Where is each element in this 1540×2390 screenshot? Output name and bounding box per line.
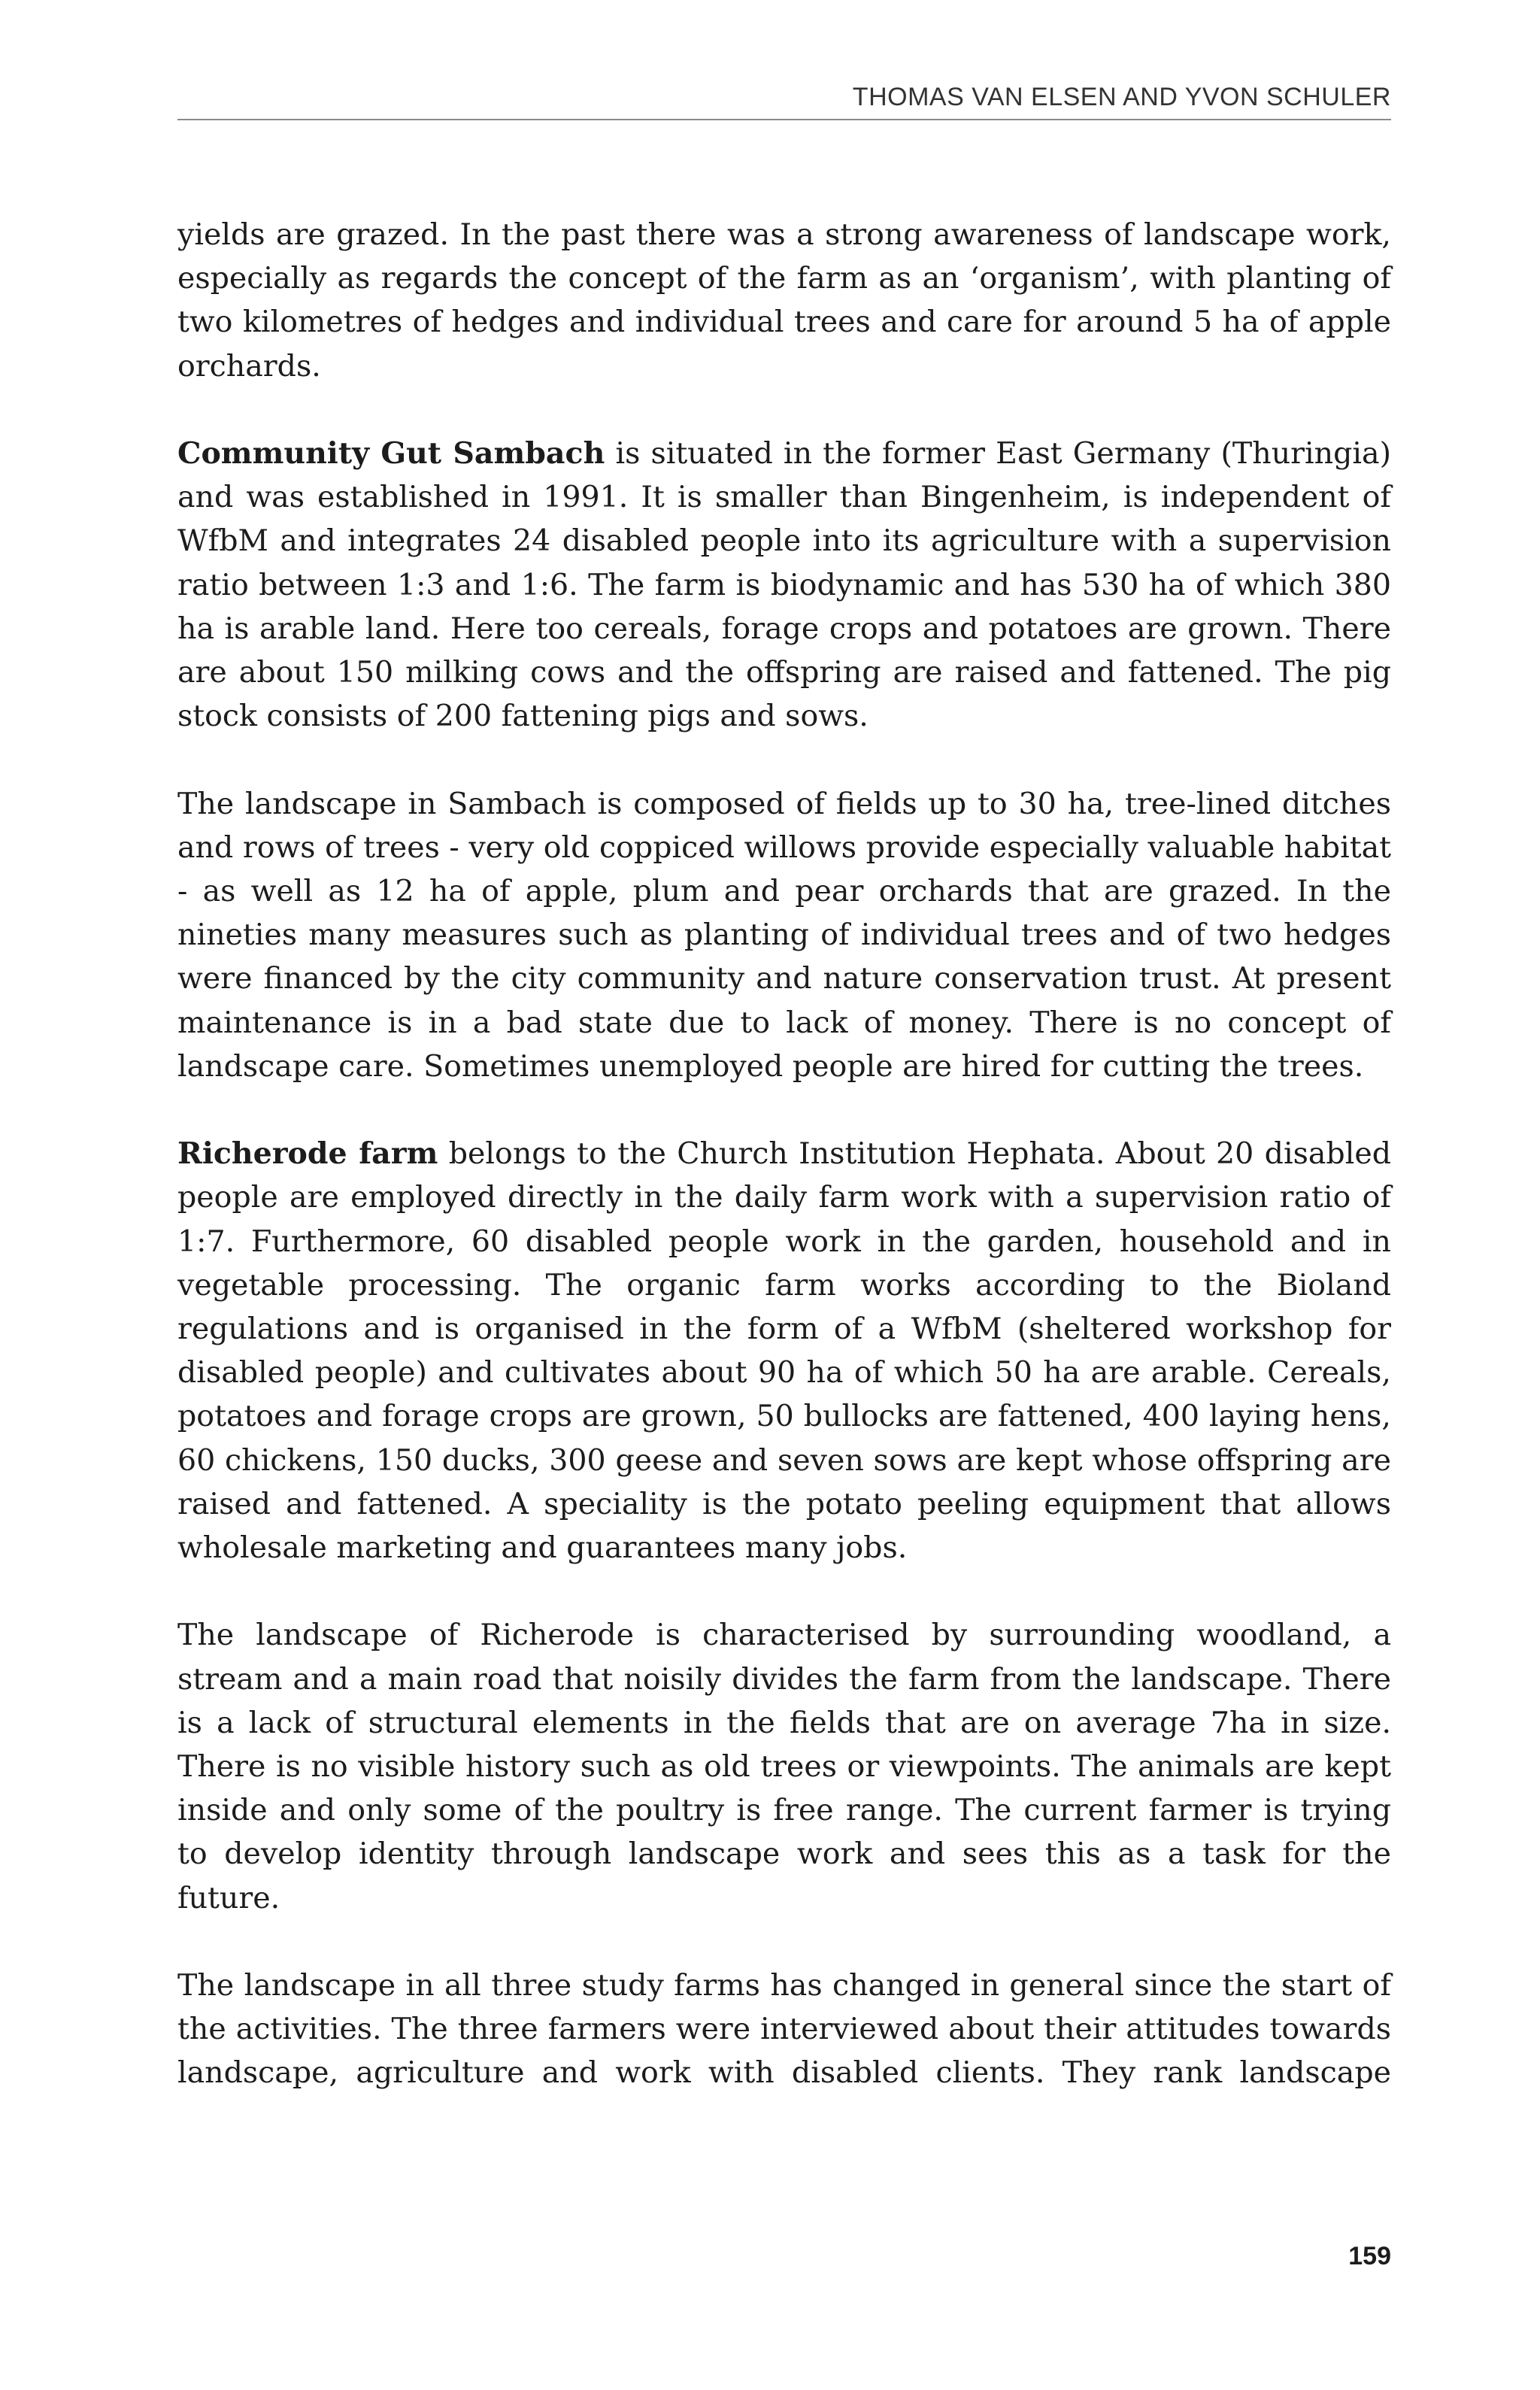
paragraph [177, 1964, 1391, 2095]
paragraph-lead: Richerode farm [177, 1136, 438, 1172]
paragraph [177, 213, 1391, 388]
running-head: THOMAS VAN ELSEN AND YVON SCHULER [852, 83, 1391, 111]
paragraph [177, 432, 1391, 738]
header-rule [177, 119, 1391, 120]
body-text [177, 213, 1391, 2095]
paragraph-text: The landscape in Sambach is composed of fields up to 30 ha, tree-lined ditches and rows of trees - very old coppiced willows provide especially valuable habitat - as well as 12 ha of apple, plum and pear orchards that are grazed. In the nineties many measures such as planting of individual trees and of two hedges were financed by the city community and nature conservation trust. At present maintenance is in a bad state due to lack of money. There is no concept of landscape care. Sometimes unemployed people are hired for cutting the trees. [177, 786, 1392, 1084]
paragraph-lead: Community Gut Sambach [177, 436, 605, 471]
paragraph [177, 782, 1391, 1088]
paragraph-text: The landscape in all three study farms has changed in general since the start of the activities. The three farmers were interviewed about their attitudes towards landscape, agriculture and work with disabled clients. They rank landscape [177, 1968, 1391, 2091]
paragraph-text: The landscape of Richerode is characterised by surrounding woodland, a stream and a main road that noisily divides the farm from the landscape. There is a lack of structural elements in the fields that are on average 7ha in size. There is no visible history such as old trees or viewpoints. The animals are kept inside and only some of the poultry is free range. The current farmer is trying to develop identity through landscape work and sees this as a task for the future. [177, 1618, 1391, 1915]
paragraph-text: is situated in the former East Germany (Thuringia) and was established in 1991. It is smaller than Bingenheim, is independent of WfbM and integrates 24 disabled people into its agriculture with a supervision ratio between 1:3 and 1:6. The farm is biodynamic and has 530 ha of which 380 ha is arable land. Here too cereals, forage crops and potatoes are grown. There are about 150 milking cows and the offspring are raised and fattened. The pig stock consists of 200 fattening pigs and sows. [177, 436, 1391, 734]
paragraph-text: yields are grazed. In the past there was a strong awareness of landscape work, especially as regards the concept of the farm as an ‘organism’, with planting of two kilometres of hedges and individual trees and care for around 5 ha of apple orchards. [177, 217, 1391, 384]
paragraph [177, 1613, 1391, 1919]
paragraph [177, 1132, 1391, 1570]
paragraph-text: belongs to the Church Institution Hephata. About 20 disabled people are employed directly in the daily farm work with a supervision ratio of 1:7. Furthermore, 60 disabled people work in the garden, household and in vegetable processing. The organic farm works according to the Bioland regulations and is organised in the form of a WfbM (sheltered workshop for disabled people) and cultivates about 90 ha of which 50 ha are arable. Cereals, potatoes and forage crops are grown, 50 bullocks are fattened, 400 laying hens, 60 chickens, 150 ducks, 300 geese and seven sows are kept whose offspring are raised and fattened. A speciality is the potato peeling equipment that allows wholesale marketing and guarantees many jobs. [177, 1136, 1391, 1566]
page-number: 159 [1348, 2242, 1391, 2270]
